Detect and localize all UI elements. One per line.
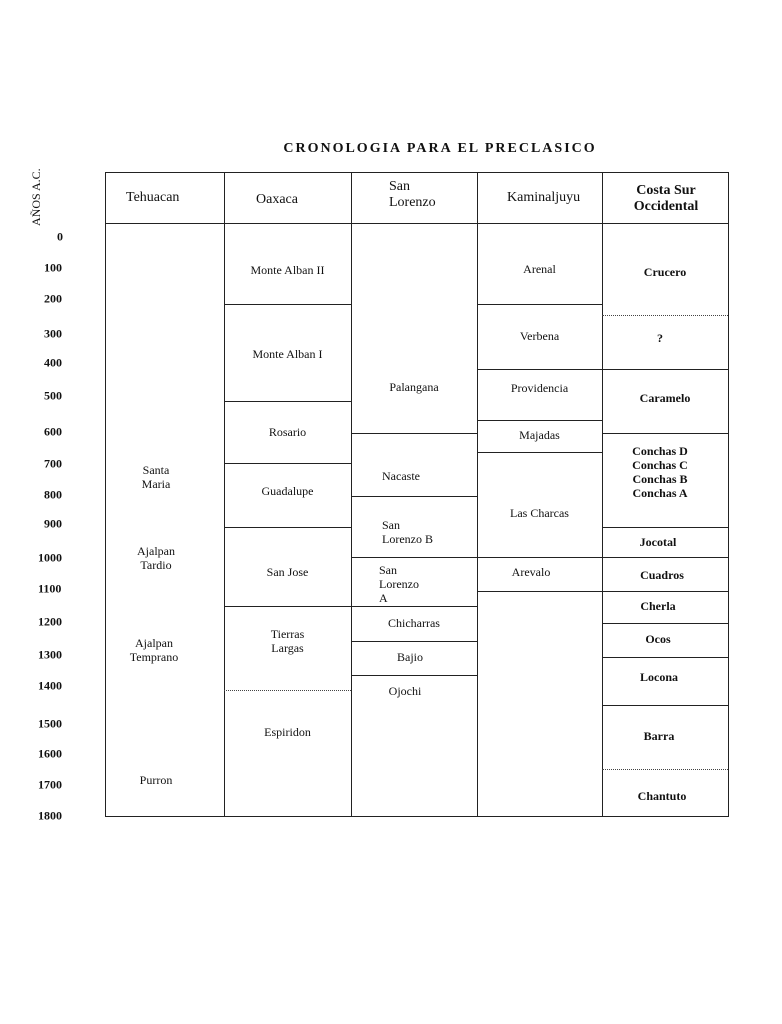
phase-ojochi: Ojochi	[388, 684, 422, 698]
header-kaminaljuyu: Kaminaljuyu	[507, 190, 581, 205]
tick-label: 0	[57, 229, 63, 244]
phase-monte-alban-i: Monte Alban I	[252, 347, 323, 361]
phase-purron: Purron	[139, 773, 173, 787]
header-oaxaca: Oaxaca	[256, 192, 298, 207]
header-separator	[106, 223, 728, 224]
phase-monte-alban-ii: Monte Alban II	[250, 263, 325, 277]
tick-label: 1000	[38, 550, 62, 565]
phase-locona: Locona	[639, 670, 678, 684]
page-title: CRONOLOGIA PARA EL PRECLASICO	[283, 141, 597, 156]
tick-label: 400	[44, 355, 62, 370]
header-tehuacan: Tehuacan	[126, 190, 180, 205]
tick-label: 800	[44, 487, 62, 502]
phase-san-lorenzo-b: San Lorenzo B	[382, 518, 433, 546]
phase-santa-maria: Santa Maria	[141, 463, 171, 491]
phase-rosario: Rosario	[268, 425, 307, 439]
phase-arevalo: Arevalo	[511, 565, 551, 579]
tick-label: 300	[44, 326, 62, 341]
phase-cherla: Cherla	[640, 599, 676, 613]
column-divider	[351, 173, 352, 816]
phase-arenal: Arenal	[523, 262, 556, 276]
phase-chicharras: Chicharras	[388, 616, 440, 630]
phase-bajio: Bajio	[397, 650, 423, 664]
tick-label: 1500	[38, 716, 62, 731]
tick-label: 700	[44, 456, 62, 471]
tick-label: 1300	[38, 647, 62, 662]
phase-guadalupe: Guadalupe	[261, 484, 314, 498]
phase-ajalpan-tardio: Ajalpan Tardio	[137, 544, 175, 572]
phase-cuadros: Cuadros	[640, 568, 684, 582]
tick-label: 1200	[38, 614, 62, 629]
phase-ocos: Ocos	[645, 632, 671, 646]
phase-espiridon: Espiridon	[264, 725, 311, 739]
tick-label: 1700	[38, 777, 62, 792]
phase-barra: Barra	[643, 729, 675, 743]
phase-ajalpan-temprano: Ajalpan Temprano	[129, 636, 179, 664]
tick-label: 1800	[38, 808, 62, 823]
phase-san-jose: San Jose	[266, 565, 309, 579]
phase-conchas: Conchas D Conchas C Conchas B Conchas A	[632, 444, 688, 500]
tick-label: 1600	[38, 746, 62, 761]
phase-san-lorenzo-a: San Lorenzo A	[379, 563, 419, 605]
phase-tierras-largas: Tierras Largas	[270, 627, 305, 655]
phase-caramelo: Caramelo	[639, 391, 691, 405]
tick-label: 100	[44, 260, 62, 275]
phase-jocotal: Jocotal	[639, 535, 677, 549]
phase-nacaste: Nacaste	[382, 469, 420, 483]
chronology-table	[105, 172, 729, 817]
phase-verbena: Verbena	[519, 329, 560, 343]
tick-label: 500	[44, 388, 62, 403]
header-san-lorenzo: San Lorenzo	[389, 179, 436, 210]
tick-label: 600	[44, 424, 62, 439]
tick-label: 1400	[38, 678, 62, 693]
phase-crucero: Crucero	[643, 265, 687, 279]
phase-palangana: Palangana	[389, 380, 439, 394]
tick-label: 1100	[38, 581, 62, 596]
phase-unknown: ?	[657, 331, 663, 345]
phase-providencia: Providencia	[510, 381, 569, 395]
phase-las-charcas: Las Charcas	[510, 506, 569, 520]
phase-majadas: Majadas	[519, 428, 560, 442]
tick-label: 900	[44, 516, 62, 531]
header-costa-sur-occidental: Costa Sur Occidental	[633, 183, 699, 214]
tick-label: 200	[44, 291, 62, 306]
phase-chantuto: Chantuto	[637, 789, 687, 803]
axis-label: AÑOS A.C.	[29, 168, 43, 226]
